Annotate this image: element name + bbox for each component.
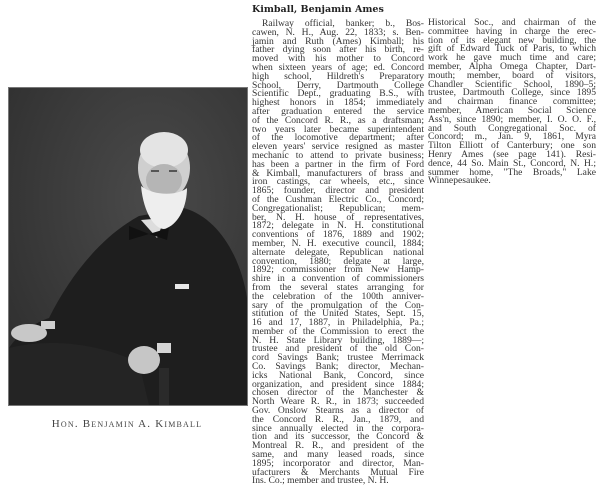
- text-line: cord Savings Bank; trustee Merrimack: [252, 352, 424, 364]
- text-line: iron castings, car wheels, etc., since: [252, 176, 424, 188]
- text-line: tion of its elegant new building, the: [428, 34, 596, 46]
- text-line: ber, N. H. house of representatives,: [252, 211, 424, 223]
- text-line: Railway official, banker; b., Bos-: [262, 18, 424, 29]
- text-line: has been a partner in the firm of Ford: [252, 158, 424, 170]
- text-line: moved with his mother to Concord: [252, 53, 424, 65]
- text-line: from the several states arranging for: [252, 281, 424, 293]
- text-line: shire in a convention of commissioners: [252, 273, 424, 285]
- text-line: member, Alpha Omega Chapter, Dart-: [428, 60, 596, 72]
- biography-column-1: [252, 20, 424, 486]
- text-line: & Kimball, manufacturers of brass and: [252, 167, 424, 179]
- text-line: member, N. H. executive council, 1884;: [252, 237, 424, 249]
- text-line: dence, 44 So. Main St., Concord, N. H.;: [428, 157, 596, 169]
- text-line: committee having in charge the erec-: [428, 25, 596, 37]
- text-line: 1895; incorporator and director, Man-: [252, 457, 424, 469]
- text-line: Concord; m., Jan. 9, 1861, Myra: [428, 131, 596, 143]
- text-line: mechanic to attend to private business;: [252, 149, 424, 161]
- text-line: conventions of 1876, 1889 and 1902;: [252, 229, 424, 241]
- text-line: and chairman finance committee;: [428, 96, 596, 108]
- text-line: member of the Commission to erect the: [252, 325, 424, 337]
- entry-heading: Kimball, Benjamin Ames: [252, 4, 384, 15]
- text-line: Co. Savings Bank; director, Mechan-: [252, 361, 424, 373]
- text-line: trustee and president of the old Con-: [252, 343, 424, 355]
- text-line: when sixteen years of age; ed. Concord: [252, 61, 424, 73]
- text-line: trustee, Dartmouth College, since 1895: [428, 87, 596, 99]
- text-line: organization, and president since 1884;: [252, 378, 424, 390]
- text-line: two years later became superintendent: [252, 123, 424, 135]
- text-line: Congregationalist; Republican; mem-: [252, 202, 424, 214]
- text-line: stitution of the United States, Sept. 15,: [252, 308, 424, 320]
- text-line: since annually elected in the corpora-: [252, 422, 424, 434]
- text-line: Ins. Co.; member and trustee, N. H.: [252, 475, 389, 487]
- text-line: 1865; founder, director and president: [252, 185, 424, 197]
- text-line: Montreal R. R., and president of the: [252, 440, 424, 452]
- text-line: Winnepesaukee.: [428, 175, 491, 187]
- text-line: work he gave much time and care;: [428, 52, 596, 64]
- text-line: of the Concord R. R., as a draftsman;: [252, 114, 424, 126]
- text-line: gift of Edward Tuck of Paris, to which: [428, 43, 596, 55]
- text-line: chosen director of the Manchester &: [252, 387, 424, 399]
- portrait-caption: Hon. Benjamin A. Kimball: [51, 418, 203, 430]
- portrait-photo: [8, 87, 248, 406]
- text-line: summer home, "The Broads," Lake: [428, 166, 596, 178]
- text-line: North Weare R. R., in 1873; succeeded: [252, 396, 424, 408]
- text-line: Gov. Onslow Stearns as a director of: [252, 405, 424, 417]
- text-line: Henry Ames (see page 141). Resi-: [428, 148, 596, 160]
- text-line: eleven years' service resigned as master: [252, 141, 424, 153]
- text-line: 1872; delegate in N. H. constitutional: [252, 220, 424, 232]
- text-line: 16 and 17, 1887, in Philadelphia, Pa.;: [252, 317, 424, 329]
- text-line: after graduation entered the service: [252, 105, 424, 117]
- text-line: high school, Hildreth's Preparatory: [252, 70, 424, 82]
- text-line: Scientific Dept., graduating B.S., with: [252, 88, 424, 100]
- text-line: School, Derry, Dartmouth College: [252, 79, 424, 91]
- text-line: jamin and Ruth (Ames) Kimball; his: [252, 35, 424, 47]
- text-line: cawen, N. H., Aug. 22, 1833; s. Ben-: [252, 26, 424, 38]
- biography-column-2: [428, 19, 596, 186]
- text-line: tion and its successor, the Concord &: [252, 431, 424, 443]
- text-line: of the locomotive department; after: [252, 132, 424, 144]
- text-line: the celebration of the 100th anniver-: [252, 290, 424, 302]
- text-line: convention, 1880; delgate at large,: [252, 255, 424, 267]
- text-line: Historical Soc., and chairman of the: [428, 17, 596, 28]
- text-line: 1892; commissioner from New Hamp-: [252, 264, 424, 276]
- text-line: mouth; member, board of visitors,: [428, 69, 596, 81]
- text-line: Ass'n, since 1890; member, I. O. O. F.,: [428, 113, 596, 125]
- text-line: and South Congregational Soc. of: [428, 122, 596, 134]
- text-line: ufacturers & Merchants Mutual Fire: [252, 466, 424, 478]
- text-line: highest honors in 1854; immediately: [252, 97, 424, 109]
- text-line: sary of the promulgation of the Con-: [252, 299, 424, 311]
- text-line: alternate delegate, Republican national: [252, 246, 424, 258]
- text-line: the Concord R. R., Jan., 1879, and: [252, 413, 424, 425]
- text-line: father dying soon after his birth, re-: [252, 44, 424, 56]
- text-line: N. H. State Library building, 1889—;: [252, 334, 424, 346]
- text-line: same, and many leased roads, since: [252, 449, 424, 461]
- text-line: Chandler Scientific School, 1890–5;: [428, 78, 596, 90]
- text-line: of the Cushman Electric Co., Concord;: [252, 193, 424, 205]
- text-line: member, American Social Science: [428, 104, 596, 116]
- text-line: icks National Bank, Concord, since: [252, 369, 424, 381]
- text-line: Tilton Elliott of Canterbury; one son: [428, 140, 596, 152]
